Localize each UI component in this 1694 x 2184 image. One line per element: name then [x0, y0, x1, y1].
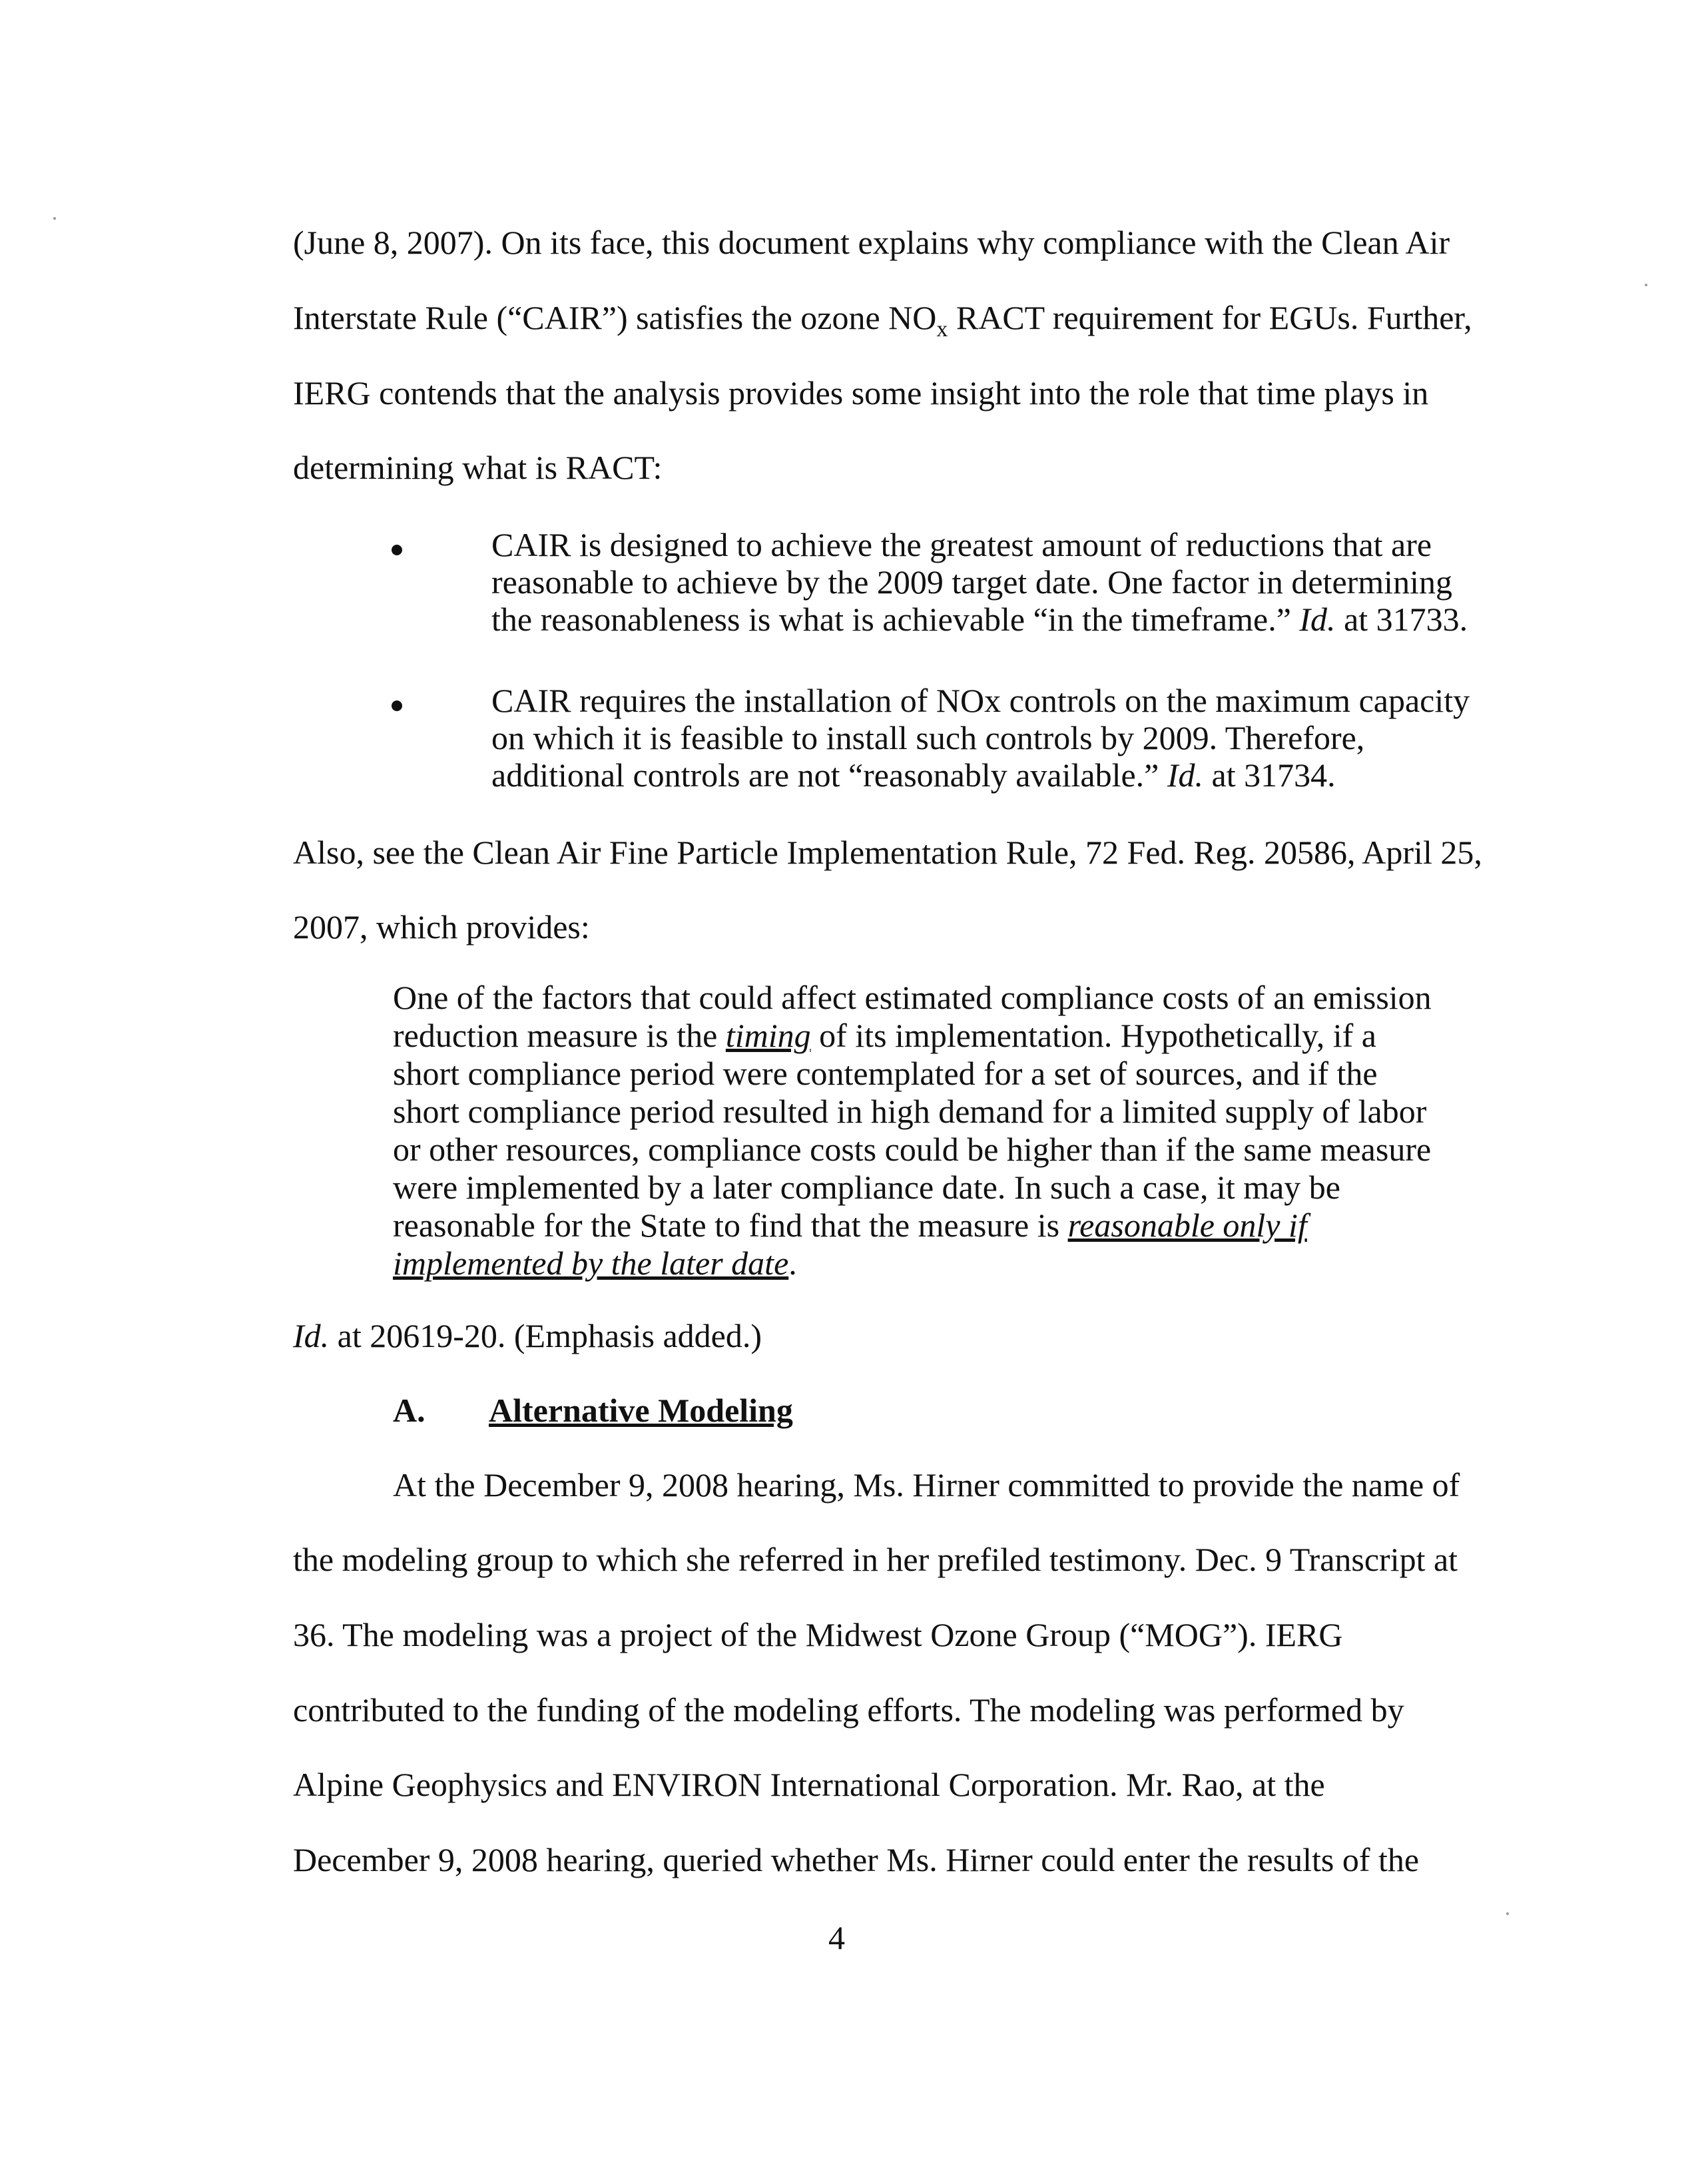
bullet-item — [491, 526, 1477, 638]
citation-italic: Id. — [1167, 756, 1204, 794]
body-text-line: At the December 9, 2008 hearing, Ms. Hirner committed to provide the name of — [393, 1466, 1460, 1503]
quote-text: One of the factors that could affect estimated compliance costs of an emission reduction measure is the — [393, 979, 1432, 1054]
body-text-line: 36. The modeling was a project of the Midwest Ozone Group (“MOG”). IERG — [293, 1616, 1343, 1653]
emphasis: if — [1288, 1207, 1307, 1244]
citation-text: at 20619-20. (Emphasis added.) — [329, 1317, 762, 1354]
body-text-line: IERG contends that the analysis provides some insight into the role that time plays in — [293, 374, 1429, 411]
body-text-line: (June 8, 2007). On its face, this document explains why compliance with the Clean Air — [293, 224, 1450, 261]
body-text-line: Alpine Geophysics and ENVIRON International Corporation. Mr. Rao, at the — [293, 1766, 1325, 1803]
body-text-line: Also, see the Clean Air Fine Particle Implementation Rule, 72 Fed. Reg. 20586, April 25, — [293, 834, 1482, 871]
quote-text: . — [788, 1244, 797, 1282]
scan-speck — [1645, 284, 1647, 286]
section-letter: A. — [393, 1392, 425, 1429]
scan-speck — [53, 217, 56, 220]
text-segment: Interstate Rule (“CAIR”) satisfies the ozone NO — [293, 299, 937, 336]
text-segment: RACT requirement for EGUs. Further, — [948, 299, 1472, 336]
emphasis: reasonable only — [1067, 1207, 1288, 1244]
citation-line — [293, 1316, 762, 1356]
quote-text: of its implementation. Hypothetically, if a short compliance period were contemplated for a set of sources, and if the short compliance period resulted in high demand for a limited supply of labor or other resources, compliance costs could be higher than if the same measure were implemented by a later compliance date. In such a case, it may be reasonable for the State to find that the measure is — [393, 1017, 1432, 1244]
body-text-line — [293, 298, 1472, 350]
citation-italic: Id. — [1299, 601, 1336, 638]
bullet-text: CAIR requires the installation of NOx controls on the maximum capacity on which it is feasible to install such controls by 2009. Therefore, additional controls are not “reasonably available.” — [491, 682, 1470, 794]
block-quote — [393, 979, 1432, 1282]
body-text-line: December 9, 2008 hearing, queried whether Ms. Hirner could enter the results of the — [293, 1841, 1420, 1878]
body-text-line: 2007, which provides: — [293, 908, 590, 946]
bullet-text: CAIR is designed to achieve the greatest amount of reductions that are reasonable to achieve by the 2009 target date. One factor in determining the reasonableness is what is achievable “in the timeframe.” — [491, 526, 1452, 638]
body-text-line: the modeling group to which she referred in her prefiled testimony. Dec. 9 Transcript at — [293, 1541, 1458, 1578]
body-text-line: determining what is RACT: — [293, 449, 663, 486]
subscript: x — [936, 317, 948, 342]
scan-speck — [1506, 1912, 1509, 1915]
bullet-text: at 31734. — [1203, 756, 1336, 794]
citation-italic: Id. — [293, 1317, 330, 1354]
page-number: 4 — [828, 1919, 845, 1956]
section-title: Alternative Modeling — [489, 1392, 793, 1429]
bullet-dot — [392, 700, 402, 711]
bullet-text: at 31733. — [1335, 601, 1468, 638]
bullet-item — [491, 682, 1477, 794]
body-text-line: contributed to the funding of the modeling efforts. The modeling was performed by — [293, 1691, 1404, 1729]
bullet-dot — [392, 545, 402, 555]
emphasis: implemented by the later date — [393, 1244, 789, 1282]
emphasis: timing — [725, 1017, 811, 1054]
